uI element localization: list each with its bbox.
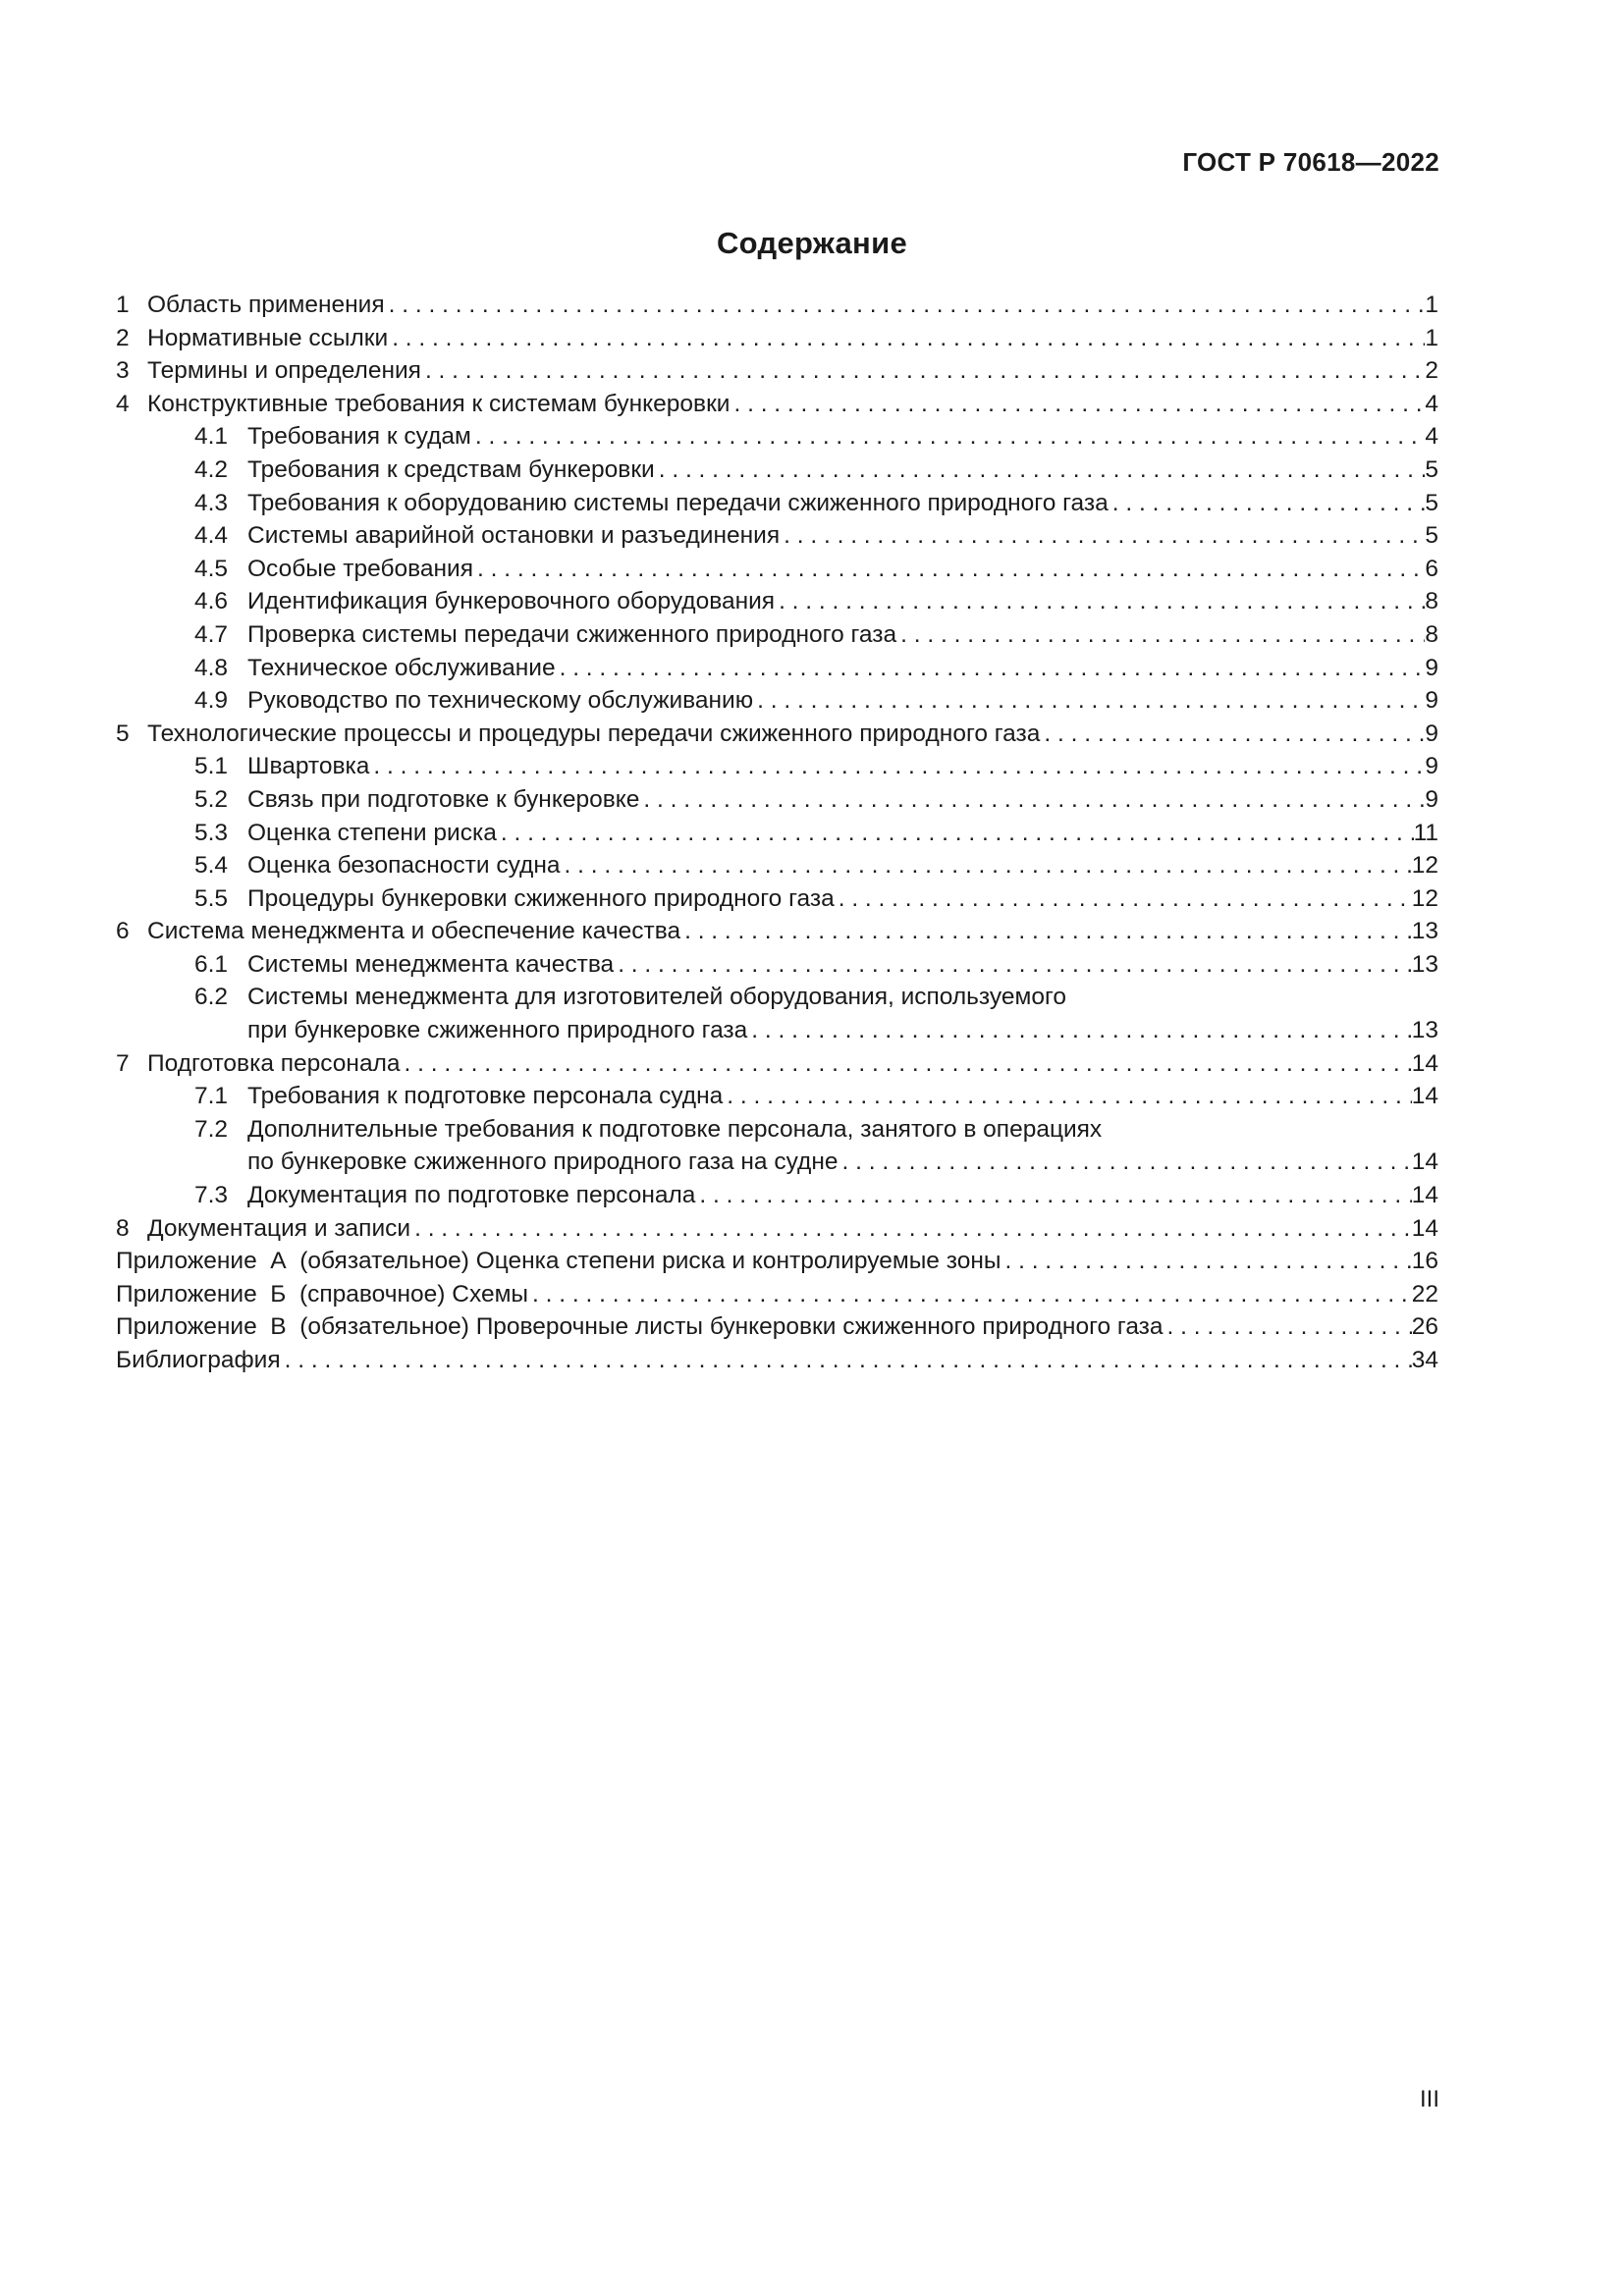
toc-entry-continuation[interactable] (116, 1146, 1438, 1179)
toc-entry-title: Дополнительные требования к подготовке персонала, занятого в операциях (247, 1115, 1103, 1143)
toc-entry[interactable] (116, 652, 1438, 685)
toc-entry[interactable] (116, 322, 1438, 355)
toc-entry-page: 14 (1411, 1049, 1438, 1077)
toc-entry[interactable] (116, 849, 1438, 882)
toc-entry-title-continued: при бункеровке сжиженного природного газа (247, 1017, 748, 1044)
toc-leader-dots (281, 1344, 1412, 1377)
toc-leader-dots (730, 388, 1425, 421)
toc-leader-dots (780, 519, 1425, 553)
toc-entry[interactable] (116, 1047, 1438, 1081)
toc-entry-page: 5 (1425, 489, 1438, 516)
toc-entry[interactable] (116, 882, 1438, 916)
toc-entry-number: 5 (116, 720, 130, 747)
toc-entry-title: Идентификация бункеровочного оборудования (247, 588, 776, 615)
toc-leader-dots (385, 289, 1426, 322)
toc-entry[interactable] (116, 1113, 1438, 1147)
toc-entry-number: 7 (116, 1049, 130, 1077)
toc-entry-title-continued: по бункеровке сжиженного природного газа на судне (247, 1148, 839, 1176)
toc-entry-page: 12 (1411, 852, 1438, 880)
toc-entry[interactable] (116, 354, 1438, 388)
toc-entry-number: 7.2 (194, 1115, 229, 1143)
toc-leader-dots (680, 915, 1412, 948)
toc-leader-dots (839, 1146, 1412, 1179)
toc-entry-title: Приложение В (обязательное) Проверочные листы бункеровки сжиженного природного газа (116, 1313, 1164, 1341)
toc-entry-page: 8 (1425, 620, 1438, 648)
toc-entry-title: Технологические процессы и процедуры передачи сжиженного природного газа (147, 720, 1041, 747)
toc-entry-number: 4 (116, 390, 130, 417)
toc-entry-title: Связь при подготовке к бункеровке (247, 785, 640, 813)
toc-entry-number: 4.9 (194, 687, 229, 715)
toc-entry-number: 4.3 (194, 489, 229, 516)
toc-entry-page: 14 (1411, 1083, 1438, 1110)
toc-entry[interactable] (116, 487, 1438, 520)
toc-leader-dots (556, 652, 1426, 685)
toc-entry-page: 5 (1425, 455, 1438, 483)
toc-entry-title: Требования к оборудованию системы передачи сжиженного природного газа (247, 489, 1109, 516)
toc-entry-title: Системы менеджмента качества (247, 950, 615, 978)
toc-entry-number: 6 (116, 918, 130, 945)
toc-leader-dots (753, 684, 1425, 718)
toc-entry-title: Документация и записи (147, 1214, 411, 1242)
toc-entry[interactable] (116, 1212, 1438, 1246)
toc-leader-dots (369, 750, 1425, 783)
toc-entry-title: Проверка системы передачи сжиженного природного газа (247, 620, 897, 648)
toc-entry[interactable] (116, 1179, 1438, 1212)
toc-entry-page: 34 (1411, 1347, 1438, 1373)
toc-entry-title: Процедуры бункеровки сжиженного природного газа (247, 884, 835, 912)
toc-entry-number: 4.6 (194, 588, 229, 615)
toc-entry-number: 5.5 (194, 884, 229, 912)
toc-leader-dots (561, 849, 1412, 882)
toc-entry-page: 5 (1425, 522, 1438, 550)
toc-leader-dots (401, 1047, 1412, 1081)
toc-entry-page: 1 (1425, 292, 1438, 318)
toc-title: Содержание (717, 226, 907, 260)
toc-entry-title: Руководство по техническому обслуживанию (247, 687, 754, 715)
toc-appendix-entry[interactable] (116, 1245, 1438, 1278)
toc-entry-page: 14 (1411, 1214, 1438, 1242)
toc-entry-title: Термины и определения (147, 357, 421, 385)
toc-leader-dots (775, 585, 1425, 618)
toc-leader-dots (1164, 1310, 1412, 1344)
toc-entry[interactable] (116, 388, 1438, 421)
toc-appendix-entry[interactable] (116, 1310, 1438, 1344)
toc-entry-number: 4.1 (194, 423, 229, 451)
document-code: ГОСТ Р 70618—2022 (1182, 147, 1439, 177)
toc-entry-page: 6 (1425, 555, 1438, 582)
toc-entry[interactable] (116, 684, 1438, 718)
toc-leader-dots (695, 1179, 1411, 1212)
toc-leader-dots (1040, 718, 1425, 751)
toc-entry-title: Техническое обслуживание (247, 654, 556, 681)
toc-entry-number: 5.4 (194, 852, 229, 880)
toc-leader-dots (896, 618, 1425, 652)
toc-entry-page: 9 (1425, 753, 1438, 780)
toc-entry-title: Требования к средствам бункеровки (247, 455, 655, 483)
toc-entry-page: 8 (1425, 588, 1438, 615)
toc-entry-page: 22 (1411, 1280, 1438, 1308)
toc-entry-number: 1 (116, 292, 130, 318)
toc-entry-page: 14 (1411, 1148, 1438, 1176)
toc-entry-number: 5.1 (194, 753, 229, 780)
toc-entry-number: 4.2 (194, 455, 229, 483)
toc-entry[interactable] (116, 981, 1438, 1014)
toc-entry[interactable] (116, 750, 1438, 783)
toc-leader-dots (528, 1278, 1412, 1311)
toc-leader-dots (410, 1212, 1412, 1246)
toc-appendix-entry[interactable] (116, 1278, 1438, 1311)
toc-entry-title: Системы аварийной остановки и разъединения (247, 522, 781, 550)
toc-leader-dots (388, 322, 1425, 355)
table-of-contents (116, 289, 1438, 1377)
toc-entry-number: 6.2 (194, 984, 229, 1011)
toc-appendix-entry[interactable] (116, 1344, 1438, 1377)
toc-entry-page: 14 (1411, 1182, 1438, 1209)
toc-entry[interactable] (116, 718, 1438, 751)
toc-entry[interactable] (116, 454, 1438, 487)
toc-entry-title: Требования к судам (247, 423, 471, 451)
toc-entry[interactable] (116, 519, 1438, 553)
toc-entry-page: 9 (1425, 654, 1438, 681)
toc-entry-title: Документация по подготовке персонала (247, 1182, 696, 1209)
toc-leader-dots (473, 553, 1425, 586)
toc-entry-number: 5.2 (194, 785, 229, 813)
toc-entry-page: 1 (1425, 324, 1438, 351)
toc-entry-number: 4.5 (194, 555, 229, 582)
toc-entry-page: 9 (1425, 687, 1438, 715)
toc-entry-page: 13 (1411, 950, 1438, 978)
toc-entry-title: Требования к подготовке персонала судна (247, 1083, 724, 1110)
toc-leader-dots (723, 1080, 1411, 1113)
toc-leader-dots (497, 817, 1414, 850)
toc-entry-page: 4 (1425, 390, 1438, 417)
toc-entry-title: Приложение Б (справочное) Схемы (116, 1280, 529, 1308)
toc-leader-dots (639, 783, 1425, 817)
toc-entry[interactable] (116, 618, 1438, 652)
toc-leader-dots (1109, 487, 1426, 520)
toc-entry[interactable] (116, 817, 1438, 850)
toc-entry-number: 2 (116, 324, 130, 351)
toc-entry-number: 4.4 (194, 522, 229, 550)
toc-entry-title: Оценка степени риска (247, 819, 497, 846)
toc-entry[interactable] (116, 783, 1438, 817)
toc-entry-title: Нормативные ссылки (147, 324, 389, 351)
toc-entry[interactable] (116, 553, 1438, 586)
toc-entry-page: 13 (1411, 1017, 1438, 1044)
toc-entry[interactable] (116, 585, 1438, 618)
toc-entry-continuation[interactable] (116, 1014, 1438, 1047)
toc-leader-dots (1001, 1245, 1411, 1278)
toc-entry-title: Системы менеджмента для изготовителей оборудования, используемого (247, 984, 1066, 1011)
toc-entry-number: 8 (116, 1214, 130, 1242)
toc-entry-page: 9 (1425, 785, 1438, 813)
toc-entry-page: 26 (1411, 1313, 1438, 1341)
toc-leader-dots (835, 882, 1412, 916)
toc-entry-title: Подготовка персонала (147, 1049, 401, 1077)
toc-entry-title: Конструктивные требования к системам бункеровки (147, 390, 731, 417)
toc-entry-number: 4.8 (194, 654, 229, 681)
toc-entry-page: 4 (1425, 423, 1438, 451)
toc-entry-title: Область применения (147, 292, 385, 318)
toc-entry[interactable] (116, 420, 1438, 454)
toc-entry-page: 12 (1411, 884, 1438, 912)
toc-leader-dots (747, 1014, 1411, 1047)
toc-leader-dots (471, 420, 1426, 454)
toc-entry-page: 16 (1411, 1248, 1438, 1275)
toc-entry[interactable] (116, 915, 1438, 948)
toc-entry-title: Библиография (116, 1347, 281, 1373)
toc-entry-number: 6.1 (194, 950, 229, 978)
toc-entry-title: Приложение А (обязательное) Оценка степени риска и контролируемые зоны (116, 1248, 1001, 1275)
toc-entry[interactable] (116, 289, 1438, 322)
toc-entry-title: Особые требования (247, 555, 473, 582)
toc-entry-page: 2 (1425, 357, 1438, 385)
toc-entry-number: 3 (116, 357, 130, 385)
toc-entry[interactable] (116, 948, 1438, 982)
toc-entry-number: 7.3 (194, 1182, 229, 1209)
toc-entry-page: 13 (1411, 918, 1438, 945)
page-number: III (1419, 2086, 1439, 2112)
toc-entry-page: 9 (1425, 720, 1438, 747)
toc-entry-title: Система менеджмента и обеспечение качества (147, 918, 681, 945)
toc-leader-dots (655, 454, 1426, 487)
toc-entry-page: 11 (1413, 819, 1438, 846)
toc-entry-number: 7.1 (194, 1083, 229, 1110)
toc-entry[interactable] (116, 1080, 1438, 1113)
toc-leader-dots (614, 948, 1412, 982)
toc-leader-dots (421, 354, 1425, 388)
toc-entry-title: Оценка безопасности судна (247, 852, 561, 880)
toc-entry-number: 4.7 (194, 620, 229, 648)
toc-entry-number: 5.3 (194, 819, 229, 846)
toc-entry-title: Швартовка (247, 753, 370, 780)
